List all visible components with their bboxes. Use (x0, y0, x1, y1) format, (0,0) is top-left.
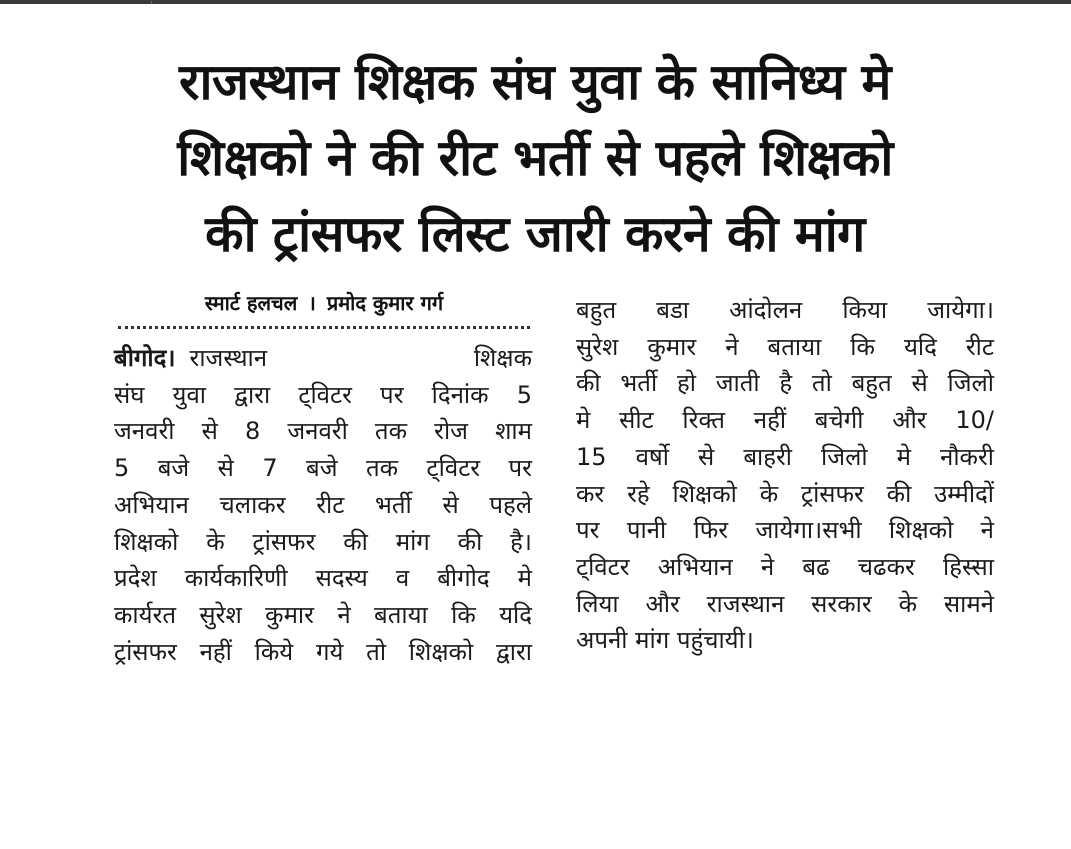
column-line: लिया और राजस्थान सरकार के सामने (576, 589, 994, 618)
column-line: जनवरी से 8 जनवरी तक रोज शाम (114, 417, 532, 446)
byline (118, 288, 530, 318)
headline-line-1: राजस्थान शिक्षक संघ युवा के सानिध्य मे (179, 53, 891, 111)
column-line: ट्विटर अभियान ने बढ चढकर हिस्सा (576, 552, 994, 581)
column-line: 5 बजे से 7 बजे तक ट्विटर पर (114, 454, 532, 483)
column-line (114, 340, 532, 377)
headline-line-2: शिक्षको ने की रीट भर्ती से पहले शिक्षको (177, 129, 893, 187)
column-line: कर रहे शिक्षको के ट्रांसफर की उम्मीदों (576, 479, 994, 508)
column-line: अभियान चलाकर रीट भर्ती से पहले (114, 490, 532, 519)
column-line: की भर्ती हो जाती है तो बहुत से जिलो (576, 369, 994, 398)
column-line: प्रदेश कार्यकारिणी सदस्य व बीगोद मे (114, 564, 532, 593)
column-line: शिक्षको के ट्रांसफर की मांग की है। (114, 527, 532, 556)
article-column-right (576, 292, 994, 659)
column-line: अपनी मांग पहुंचायी। (576, 626, 754, 655)
column-line: पर पानी फिर जायेगा।सभी शिक्षको ने (576, 516, 994, 545)
byline-separator: । (308, 291, 316, 315)
article-headline (40, 44, 1030, 272)
column-line: ट्रांसफर नहीं किये गये तो शिक्षको द्वारा (114, 637, 532, 666)
author-name: प्रमोद कुमार गर्ग (326, 291, 444, 315)
column-line: बहुत बडा आंदोलन किया जायेगा। (576, 296, 994, 324)
byline-dotted-divider (118, 326, 530, 329)
column-line: मे सीट रिक्त नहीं बचेगी और 10/ (576, 406, 994, 435)
headline-line-3: की ट्रांसफर लिस्ट जारी करने की मांग (205, 205, 865, 263)
dateline: बीगोद। (114, 344, 176, 372)
column-line-text: राजस्थान शिक्षक (189, 344, 532, 372)
top-border-rule (0, 0, 1071, 4)
article-column-left (114, 340, 532, 670)
column-line: संघ युवा द्वारा ट्विटर पर दिनांक 5 (114, 380, 532, 409)
column-line: 15 वर्षो से बाहरी जिलो मे नौकरी (576, 442, 994, 471)
top-cropped-fragment: ' (150, 0, 153, 11)
publication-name: स्मार्ट हलचल (204, 291, 298, 315)
column-line: कार्यरत सुरेश कुमार ने बताया कि यदि (114, 600, 532, 629)
column-line: सुरेश कुमार ने बताया कि यदि रीट (576, 332, 994, 361)
